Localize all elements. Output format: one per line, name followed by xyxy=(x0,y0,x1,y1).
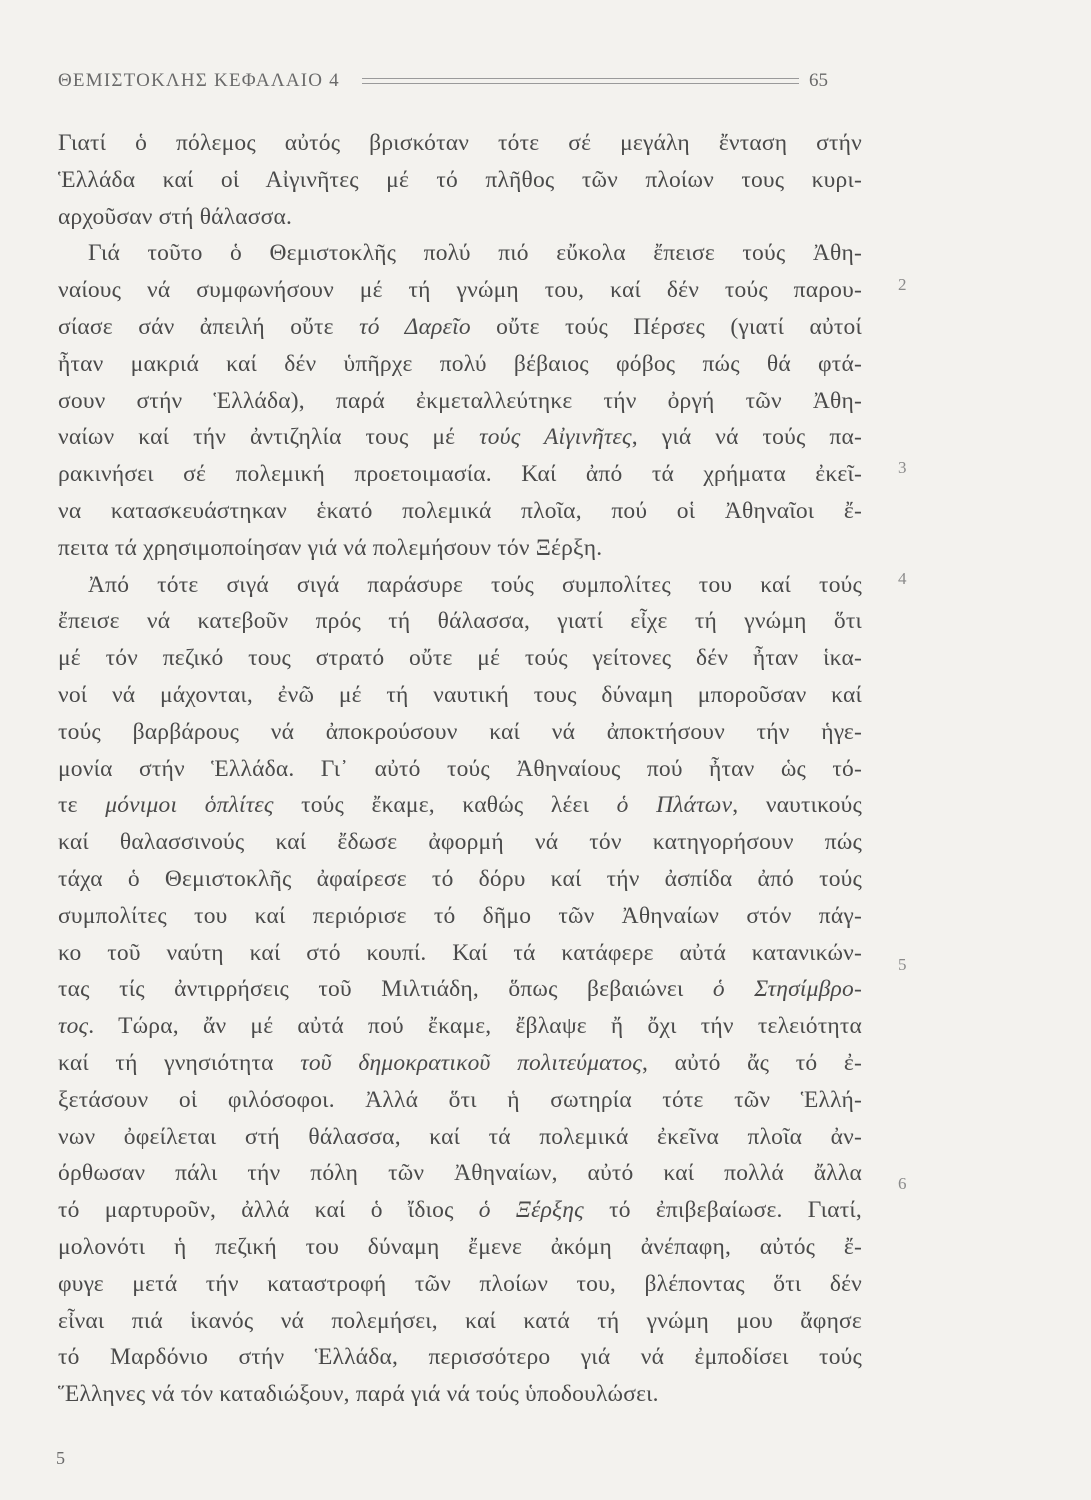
text-line: μέ τόν πεζικό τους στρατό οὔτε μέ τούς γείτονες δέν ἦταν ἱκα- xyxy=(58,645,862,672)
italic-citation: τό Δαρεῖο xyxy=(359,313,471,340)
text-line: εἶναι πιά ἱκανός νά πολεμήσει, καί κατά τή γνώμη μου ἄφησε xyxy=(58,1307,862,1334)
text-line: μολονότι ἡ πεζική του δύναμη ἔμενε ἀκόμη ἀνέπαφη, αὐτός ἔ- xyxy=(58,1233,862,1260)
margin-section-number: 5 xyxy=(898,955,907,974)
text-line: ξετάσουν οἱ φιλόσοφοι. Ἀλλά ὅτι ἡ σωτηρία τότε τῶν Ἑλλή- xyxy=(58,1086,862,1113)
text-line: σουν στήν Ἑλλάδα), παρά ἐκμεταλλεύτηκε τήν ὀργή τῶν Ἀθη- xyxy=(58,387,862,414)
text-line: αρχοῦσαν στή θάλασσα. xyxy=(58,203,293,230)
text-line: συμπολίτες του καί περιόρισε τό δῆμο τῶν Ἀθηναίων στόν πάγ- xyxy=(58,902,862,929)
text-line: ρακινήσει σέ πολεμική προετοιμασία. Καί ἀπό τά χρήματα ἐκεῖ- xyxy=(58,461,862,488)
header-title: ΘΕΜΙΣΤΟΚΛΗΣ ΚΕΦΑΛΑΙΟ 4 xyxy=(58,70,340,91)
text-line: ἔπεισε νά κατεβοῦν πρός τή θάλασσα, γιατί εἶχε τή γνώμη ὅτι xyxy=(58,608,862,635)
italic-citation: τοῦ δημοκρατικοῦ πολιτεύματος xyxy=(300,1049,643,1076)
margin-section-number: 6 xyxy=(898,1174,907,1193)
body-text xyxy=(58,125,862,1413)
text-line: ναίων καί τήν ἀντιζηλία τους μέ τούς Αἰγινῆτες, γιά νά τούς πα- xyxy=(58,424,863,451)
italic-citation: μόνιμοι ὁπλίτες xyxy=(105,792,274,819)
text-line: τος. Τώρα, ἄν μέ αὐτά πού ἔκαμε, ἔβλαψε ἤ ὄχι τήν τελειότητα xyxy=(58,1013,862,1040)
text-line: πειτα τά χρησιμοποίησαν γιά νά πολεμήσουν τόν Ξέρξη. xyxy=(58,534,603,561)
text-line: τό μαρτυροῦν, ἀλλά καί ὁ ἴδιος ὁ Ξέρξης τό ἐπιβεβαίωσε. Γιατί, xyxy=(58,1197,862,1224)
text-line: νοί νά μάχονται, ἐνῶ μέ τή ναυτική τους δύναμη μποροῦσαν καί xyxy=(58,681,862,708)
text-line: Ἀπό τότε σιγά σιγά παράσυρε τούς συμπολίτες του καί τούς xyxy=(88,571,862,598)
italic-citation: τος xyxy=(58,1013,89,1040)
text-line: Γιά τοῦτο ὁ Θεμιστοκλῆς πολύ πιό εὔκολα ἔπεισε τούς Ἀθη- xyxy=(88,240,862,267)
text-line: όρθωσαν πάλι τήν πόλη τῶν Ἀθηναίων, αὐτό καί πολλά ἄλλα xyxy=(58,1160,862,1187)
text-line: σίασε σάν ἀπειλή οὔτε τό Δαρεῖο οὔτε τούς Πέρσες (γιατί αὐτοί xyxy=(58,313,862,340)
text-line: φυγε μετά τήν καταστροφή τῶν πλοίων του, βλέποντας ὅτι δέν xyxy=(58,1270,862,1297)
text-line: ἦταν μακριά καί δέν ὑπῆρχε πολύ βέβαιος φόβος πώς θά φτά- xyxy=(58,350,862,377)
text-line: τάχα ὁ Θεμιστοκλῆς ἀφαίρεσε τό δόρυ καί τήν ἀσπίδα ἀπό τούς xyxy=(58,865,862,892)
header-double-rule xyxy=(362,78,799,84)
text-line: ναίους νά συμφωνήσουν μέ τή γνώμη του, καί δέν τούς παρου- xyxy=(58,277,862,304)
page-number: 65 xyxy=(809,70,828,91)
italic-citation: τούς Αἰγινῆτες xyxy=(479,424,632,451)
text-line: νων ὀφείλεται στή θάλασσα, καί τά πολεμικά ἐκεῖνα πλοῖα ἀν- xyxy=(58,1123,862,1150)
margin-section-number: 4 xyxy=(898,569,907,588)
text-line: να κατασκευάστηκαν ἑκατό πολεμικά πλοῖα, πού οἱ Ἀθηναῖοι ἔ- xyxy=(58,497,862,524)
text-line: κο τοῦ ναύτη καί στό κουπί. Καί τά κατάφερε αὐτά κατανικών- xyxy=(58,939,862,966)
text-line: Ἑλλάδα καί οἱ Αἰγινῆτες μέ τό πλῆθος τῶν πλοίων τους κυρι- xyxy=(58,166,862,193)
text-line: Γιατί ὁ πόλεμος αὐτός βρισκόταν τότε σέ μεγάλη ἔνταση στήν xyxy=(58,130,862,156)
italic-citation: ὁ Πλάτων xyxy=(616,792,733,819)
margin-section-number: 3 xyxy=(898,458,907,477)
margin-section-number: 2 xyxy=(898,275,907,294)
text-line: καί θαλασσινούς καί ἔδωσε ἀφορμή νά τόν κατηγορήσουν πώς xyxy=(58,829,862,856)
text-line: Ἕλληνες νά τόν καταδιώξουν, παρά γιά νά τούς ὑποδουλώσει. xyxy=(58,1381,659,1408)
signature-mark: 5 xyxy=(56,1448,65,1468)
text-line: μονία στήν Ἑλλάδα. Γι᾿ αὐτό τούς Ἀθηναίους πού ἦταν ὡς τό- xyxy=(58,755,862,782)
text-line: τό Μαρδόνιο στήν Ἑλλάδα, περισσότερο γιά νά ἐμποδίσει τούς xyxy=(58,1344,862,1371)
running-header xyxy=(58,64,828,98)
text-line: τας τίς ἀντιρρήσεις τοῦ Μιλτιάδη, ὅπως βεβαιώνει ὁ Στησίμβρο- xyxy=(58,976,862,1003)
italic-citation: ὁ Στησίμβρο- xyxy=(712,976,862,1003)
italic-citation: ὁ Ξέρξης xyxy=(478,1197,584,1224)
text-line: τούς βαρβάρους νά ἀποκρούσουν καί νά ἀποκτήσουν τήν ἡγε- xyxy=(58,718,862,745)
text-line: καί τή γνησιότητα τοῦ δημοκρατικοῦ πολιτεύματος, αὐτό ἄς τό ἐ- xyxy=(58,1049,862,1076)
text-line: τε μόνιμοι ὁπλίτες τούς ἔκαμε, καθώς λέει ὁ Πλάτων, ναυτικούς xyxy=(58,792,862,819)
